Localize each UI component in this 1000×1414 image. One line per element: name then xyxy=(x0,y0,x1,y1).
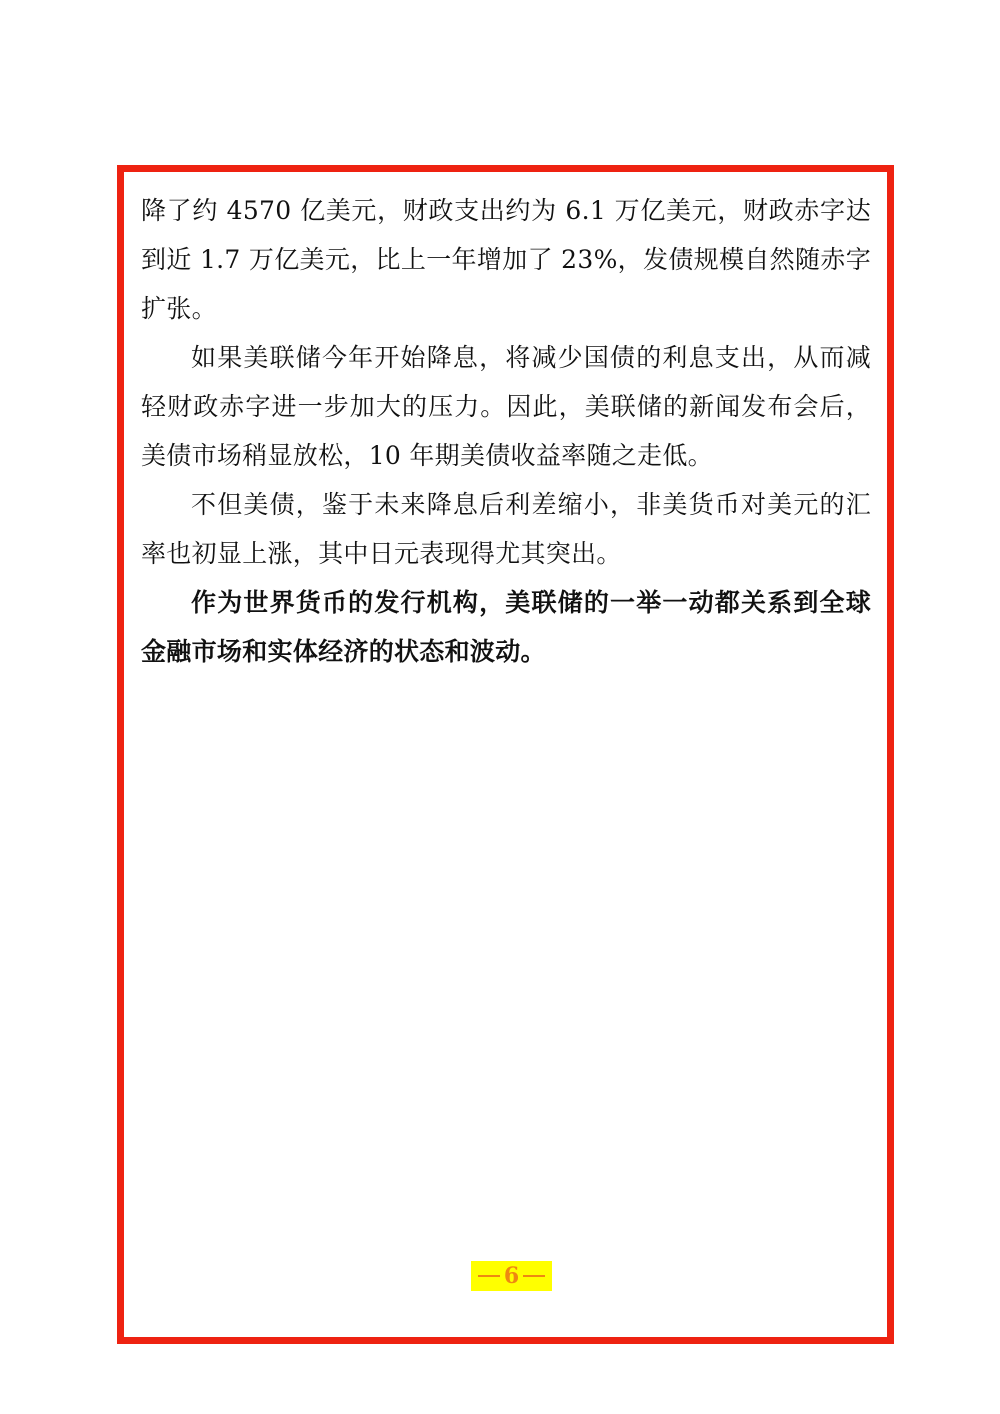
page-number-badge xyxy=(471,1261,552,1291)
article-body xyxy=(141,186,871,676)
page-border-frame xyxy=(117,165,894,1344)
paragraph-2: 如果美联储今年开始降息，将减少国债的利息支出，从而减轻财政赤字进一步加大的压力。因此，美联储的新闻发布会后，美债市场稍显放松，10 年期美债收益率随之走低。 xyxy=(141,343,871,470)
page-number-left-dash xyxy=(478,1275,500,1277)
paragraph-1: 降了约 4570 亿美元，财政支出约为 6.1 万亿美元，财政赤字达到近 1.7 万亿美元，比上一年增加了 23%，发债规模自然随赤字扩张。 xyxy=(141,196,871,323)
paragraph-3: 不但美债，鉴于未来降息后利差缩小，非美货币对美元的汇率也初显上涨，其中日元表现得尤其突出。 xyxy=(141,490,871,568)
paragraph-4-conclusion: 作为世界货币的发行机构，美联储的一举一动都关系到全球金融市场和实体经济的状态和波动。 xyxy=(141,588,871,666)
page-number: 6 xyxy=(503,1263,520,1289)
page-number-right-dash xyxy=(523,1275,545,1277)
